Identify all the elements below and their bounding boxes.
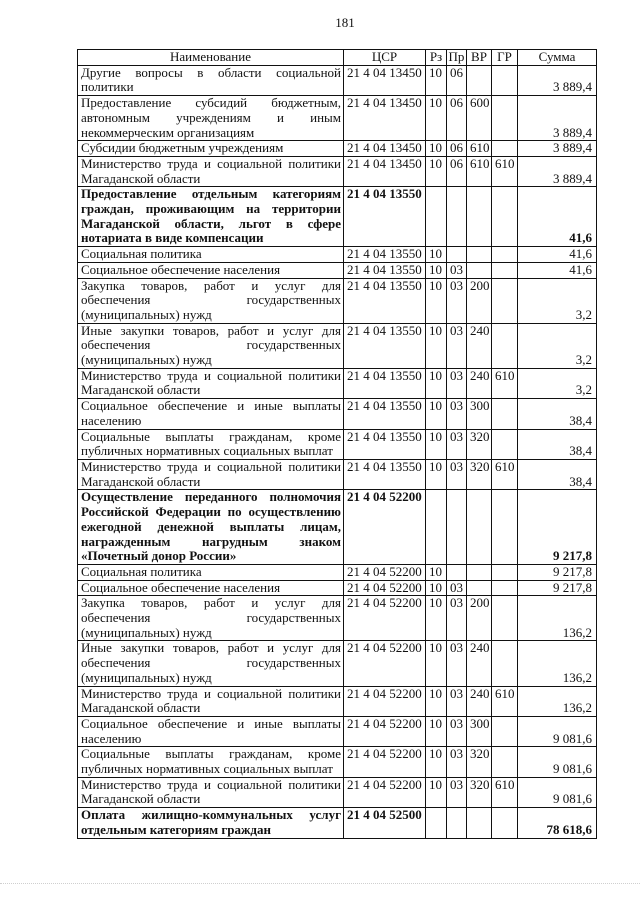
vr-cell: 320: [467, 429, 492, 459]
table-row: [78, 580, 597, 596]
vr-cell: 300: [467, 716, 492, 746]
name-line: награжденным нагрудным знаком: [81, 533, 341, 549]
pr-cell: 03: [447, 278, 467, 323]
csr-cell: 21 4 04 13550: [344, 262, 426, 278]
pr-cell: 03: [447, 459, 467, 489]
name-line: Социальное обеспечение и иные выплаты: [81, 398, 341, 414]
name-cell: [78, 368, 344, 398]
name-line: Магаданской области, льгот в сфере: [81, 215, 341, 231]
sum-cell: 41,6: [518, 247, 597, 263]
name-line: обеспечения государственных: [81, 610, 341, 626]
table-row: [78, 278, 597, 323]
name-cell: [78, 596, 344, 641]
table-row: [78, 747, 597, 777]
name-line: ежегодной денежной выплаты лицам,: [81, 518, 341, 534]
vr-cell: 240: [467, 641, 492, 686]
pr-cell: 06: [447, 65, 467, 95]
sum-cell: 41,6: [518, 187, 597, 247]
header-gr: ГР: [492, 50, 518, 66]
name-line: Магаданской области: [81, 700, 201, 716]
gr-cell: [492, 808, 518, 838]
name-line: (муниципальных) нужд: [81, 669, 212, 685]
vr-cell: 240: [467, 323, 492, 368]
vr-cell: [467, 580, 492, 596]
gr-cell: [492, 187, 518, 247]
header-name: Наименование: [78, 50, 344, 66]
csr-cell: 21 4 04 13550: [344, 278, 426, 323]
name-line: автономным учреждениям и иным: [81, 109, 341, 125]
pr-cell: 03: [447, 580, 467, 596]
rz-cell: 10: [426, 65, 447, 95]
rz-cell: 10: [426, 459, 447, 489]
rz-cell: 10: [426, 580, 447, 596]
vr-cell: [467, 564, 492, 580]
sum-cell: 136,2: [518, 686, 597, 716]
rz-cell: 10: [426, 141, 447, 157]
name-line: Осуществление переданного полномочия: [81, 489, 341, 505]
table-row: [78, 596, 597, 641]
table-row: [78, 65, 597, 95]
gr-cell: [492, 262, 518, 278]
name-line: Министерство труда и социальной политики: [81, 686, 341, 701]
table-row: [78, 459, 597, 489]
name-line: некоммерческим организациям: [81, 124, 255, 140]
name-line: Министерство труда и социальной политики: [81, 459, 341, 474]
rz-cell: 10: [426, 399, 447, 429]
name-cell: [78, 323, 344, 368]
header-pr: Пр: [447, 50, 467, 66]
sum-cell: 3,2: [518, 368, 597, 398]
pr-cell: 06: [447, 96, 467, 141]
rz-cell: 10: [426, 368, 447, 398]
name-line: Социальная политика: [81, 564, 202, 579]
gr-cell: [492, 247, 518, 263]
name-line: населению: [81, 412, 142, 428]
table-row: [78, 808, 597, 838]
name-line: Министерство труда и социальной политики: [81, 368, 341, 383]
csr-cell: 21 4 04 13450: [344, 65, 426, 95]
name-cell: [78, 187, 344, 247]
csr-cell: 21 4 04 52200: [344, 596, 426, 641]
rz-cell: 10: [426, 96, 447, 141]
csr-cell: 21 4 04 13550: [344, 459, 426, 489]
name-line: «Почетный донор России»: [81, 548, 237, 564]
name-line: Социальные выплаты гражданам, кроме: [81, 429, 341, 444]
name-cell: [78, 96, 344, 141]
vr-cell: 240: [467, 368, 492, 398]
rz-cell: 10: [426, 686, 447, 716]
vr-cell: [467, 187, 492, 247]
gr-cell: [492, 490, 518, 565]
sum-cell: 41,6: [518, 262, 597, 278]
pr-cell: [447, 808, 467, 838]
rz-cell: 10: [426, 278, 447, 323]
csr-cell: 21 4 04 13550: [344, 247, 426, 263]
name-cell: [78, 777, 344, 807]
vr-cell: [467, 262, 492, 278]
sum-cell: 3 889,4: [518, 141, 597, 157]
gr-cell: [492, 580, 518, 596]
csr-cell: 21 4 04 52200: [344, 564, 426, 580]
name-cell: [78, 747, 344, 777]
vr-cell: [467, 65, 492, 95]
pr-cell: 03: [447, 399, 467, 429]
gr-cell: 610: [492, 686, 518, 716]
csr-cell: 21 4 04 52200: [344, 490, 426, 565]
name-line: обеспечения государственных: [81, 337, 341, 353]
name-line: Социальное обеспечение и иные выплаты: [81, 716, 341, 731]
sum-cell: 136,2: [518, 641, 597, 686]
rz-cell: 10: [426, 716, 447, 746]
table-row: [78, 641, 597, 686]
gr-cell: [492, 747, 518, 777]
table-row: [78, 247, 597, 263]
scan-edge-line: [0, 883, 640, 884]
header-rz: Рз: [426, 50, 447, 66]
header-csr: ЦСР: [344, 50, 426, 66]
name-line: Иные закупки товаров, работ и услуг для: [81, 323, 341, 338]
table-row: [78, 490, 597, 565]
name-cell: [78, 490, 344, 565]
pr-cell: 06: [447, 156, 467, 186]
vr-cell: 320: [467, 777, 492, 807]
name-line: Российской Федерации по осуществлению: [81, 504, 341, 520]
name-line: политики: [81, 79, 134, 95]
pr-cell: 06: [447, 141, 467, 157]
rz-cell: 10: [426, 156, 447, 186]
gr-cell: [492, 96, 518, 141]
vr-cell: [467, 808, 492, 838]
name-line: Закупка товаров, работ и услуг для: [81, 278, 341, 293]
name-line: отдельным категориям граждан: [81, 821, 271, 837]
sum-cell: 3 889,4: [518, 156, 597, 186]
sum-cell: 3,2: [518, 278, 597, 323]
sum-cell: 38,4: [518, 399, 597, 429]
table-row: [78, 141, 597, 157]
name-line: Магаданской области: [81, 791, 201, 807]
name-cell: [78, 262, 344, 278]
name-cell: [78, 65, 344, 95]
pr-cell: [447, 247, 467, 263]
sum-cell: 9 217,8: [518, 580, 597, 596]
name-cell: [78, 716, 344, 746]
name-line: Министерство труда и социальной политики: [81, 777, 341, 792]
name-line: обеспечения государственных: [81, 655, 341, 671]
name-line: Социальное обеспечение населения: [81, 262, 281, 277]
sum-cell: 3,2: [518, 323, 597, 368]
name-line: обеспечения государственных: [81, 292, 341, 308]
csr-cell: 21 4 04 52200: [344, 716, 426, 746]
name-line: населению: [81, 730, 142, 746]
sum-cell: 9 081,6: [518, 747, 597, 777]
name-cell: [78, 399, 344, 429]
table-row: [78, 323, 597, 368]
table-row: [78, 187, 597, 247]
gr-cell: [492, 278, 518, 323]
gr-cell: [492, 429, 518, 459]
name-line: Иные закупки товаров, работ и услуг для: [81, 640, 341, 656]
sum-cell: 3 889,4: [518, 96, 597, 141]
csr-cell: 21 4 04 52200: [344, 641, 426, 686]
table-row: [78, 156, 597, 186]
csr-cell: 21 4 04 13550: [344, 399, 426, 429]
rz-cell: [426, 808, 447, 838]
budget-table: [77, 49, 597, 839]
vr-cell: 320: [467, 747, 492, 777]
gr-cell: 610: [492, 368, 518, 398]
rz-cell: 10: [426, 564, 447, 580]
gr-cell: [492, 141, 518, 157]
name-line: Предоставление отдельным категориям: [81, 186, 341, 202]
table-row: [78, 262, 597, 278]
vr-cell: 600: [467, 96, 492, 141]
csr-cell: 21 4 04 13550: [344, 323, 426, 368]
rz-cell: 10: [426, 247, 447, 263]
vr-cell: [467, 247, 492, 263]
csr-cell: 21 4 04 52500: [344, 808, 426, 838]
gr-cell: [492, 65, 518, 95]
rz-cell: 10: [426, 777, 447, 807]
table-row: [78, 564, 597, 580]
table-row: [78, 716, 597, 746]
name-line: Магаданской области: [81, 382, 201, 398]
name-line: публичных нормативных социальных выплат: [81, 443, 333, 459]
name-cell: [78, 429, 344, 459]
table-row: [78, 399, 597, 429]
sum-cell: 9 081,6: [518, 716, 597, 746]
gr-cell: 610: [492, 777, 518, 807]
pr-cell: 03: [447, 596, 467, 641]
vr-cell: 240: [467, 686, 492, 716]
name-cell: [78, 141, 344, 157]
name-line: Социальное обеспечение населения: [81, 580, 281, 595]
sum-cell: 78 618,6: [518, 808, 597, 838]
vr-cell: 300: [467, 399, 492, 429]
name-cell: [78, 247, 344, 263]
name-line: Магаданской области: [81, 170, 201, 186]
pr-cell: [447, 564, 467, 580]
sum-cell: 9 217,8: [518, 490, 597, 565]
pr-cell: [447, 187, 467, 247]
gr-cell: [492, 716, 518, 746]
gr-cell: 610: [492, 156, 518, 186]
table-row: [78, 96, 597, 141]
name-line: Закупка товаров, работ и услуг для: [81, 595, 341, 611]
name-line: Министерство труда и социальной политики: [81, 156, 341, 171]
rz-cell: 10: [426, 323, 447, 368]
pr-cell: 03: [447, 777, 467, 807]
csr-cell: 21 4 04 13550: [344, 187, 426, 247]
gr-cell: [492, 399, 518, 429]
csr-cell: 21 4 04 13450: [344, 96, 426, 141]
vr-cell: 610: [467, 141, 492, 157]
page-number: 181: [335, 15, 355, 30]
name-line: публичных нормативных социальных выплат: [81, 761, 333, 777]
pr-cell: 03: [447, 262, 467, 278]
rz-cell: 10: [426, 747, 447, 777]
table-row: [78, 777, 597, 807]
table-row: [78, 686, 597, 716]
csr-cell: 21 4 04 52200: [344, 686, 426, 716]
name-line: Предоставление субсидий бюджетным,: [81, 95, 341, 111]
name-cell: [78, 459, 344, 489]
name-line: (муниципальных) нужд: [81, 306, 212, 322]
name-line: нотариата в виде компенсации: [81, 230, 264, 246]
rz-cell: [426, 187, 447, 247]
name-cell: [78, 156, 344, 186]
table-row: [78, 429, 597, 459]
gr-cell: [492, 323, 518, 368]
name-line: Оплата жилищно-коммунальных услуг: [81, 807, 341, 823]
sum-cell: 136,2: [518, 596, 597, 641]
sum-cell: 9 217,8: [518, 564, 597, 580]
name-cell: [78, 641, 344, 686]
gr-cell: 610: [492, 459, 518, 489]
gr-cell: [492, 596, 518, 641]
pr-cell: [447, 490, 467, 565]
vr-cell: [467, 490, 492, 565]
name-line: Магаданской области: [81, 473, 201, 489]
name-cell: [78, 564, 344, 580]
rz-cell: 10: [426, 596, 447, 641]
csr-cell: 21 4 04 52200: [344, 777, 426, 807]
rz-cell: 10: [426, 429, 447, 459]
gr-cell: [492, 641, 518, 686]
sum-cell: 38,4: [518, 459, 597, 489]
csr-cell: 21 4 04 13550: [344, 429, 426, 459]
name-line: граждан, проживающим на территории: [81, 201, 341, 217]
sum-cell: 3 889,4: [518, 65, 597, 95]
table-body: [78, 65, 597, 838]
name-line: (муниципальных) нужд: [81, 624, 212, 640]
csr-cell: 21 4 04 52200: [344, 747, 426, 777]
name-line: (муниципальных) нужд: [81, 352, 212, 368]
header-vr: ВР: [467, 50, 492, 66]
pr-cell: 03: [447, 747, 467, 777]
csr-cell: 21 4 04 52200: [344, 580, 426, 596]
rz-cell: 10: [426, 262, 447, 278]
pr-cell: 03: [447, 641, 467, 686]
sum-cell: 38,4: [518, 429, 597, 459]
name-line: Субсидии бюджетным учреждениям: [81, 140, 284, 156]
header-sum: Сумма: [518, 50, 597, 66]
pr-cell: 03: [447, 429, 467, 459]
table-header-row: [78, 50, 597, 66]
rz-cell: [426, 490, 447, 565]
vr-cell: 320: [467, 459, 492, 489]
csr-cell: 21 4 04 13450: [344, 156, 426, 186]
pr-cell: 03: [447, 716, 467, 746]
name-line: Социальные выплаты гражданам, кроме: [81, 746, 341, 762]
name-cell: [78, 686, 344, 716]
gr-cell: [492, 564, 518, 580]
name-cell: [78, 580, 344, 596]
name-cell: [78, 278, 344, 323]
vr-cell: 200: [467, 596, 492, 641]
vr-cell: 200: [467, 278, 492, 323]
name-line: Другие вопросы в области социальной: [81, 65, 341, 80]
name-cell: [78, 808, 344, 838]
pr-cell: 03: [447, 368, 467, 398]
csr-cell: 21 4 04 13550: [344, 368, 426, 398]
table-row: [78, 368, 597, 398]
csr-cell: 21 4 04 13450: [344, 141, 426, 157]
vr-cell: 610: [467, 156, 492, 186]
pr-cell: 03: [447, 323, 467, 368]
pr-cell: 03: [447, 686, 467, 716]
sum-cell: 9 081,6: [518, 777, 597, 807]
name-line: Социальная политика: [81, 246, 202, 262]
rz-cell: 10: [426, 641, 447, 686]
